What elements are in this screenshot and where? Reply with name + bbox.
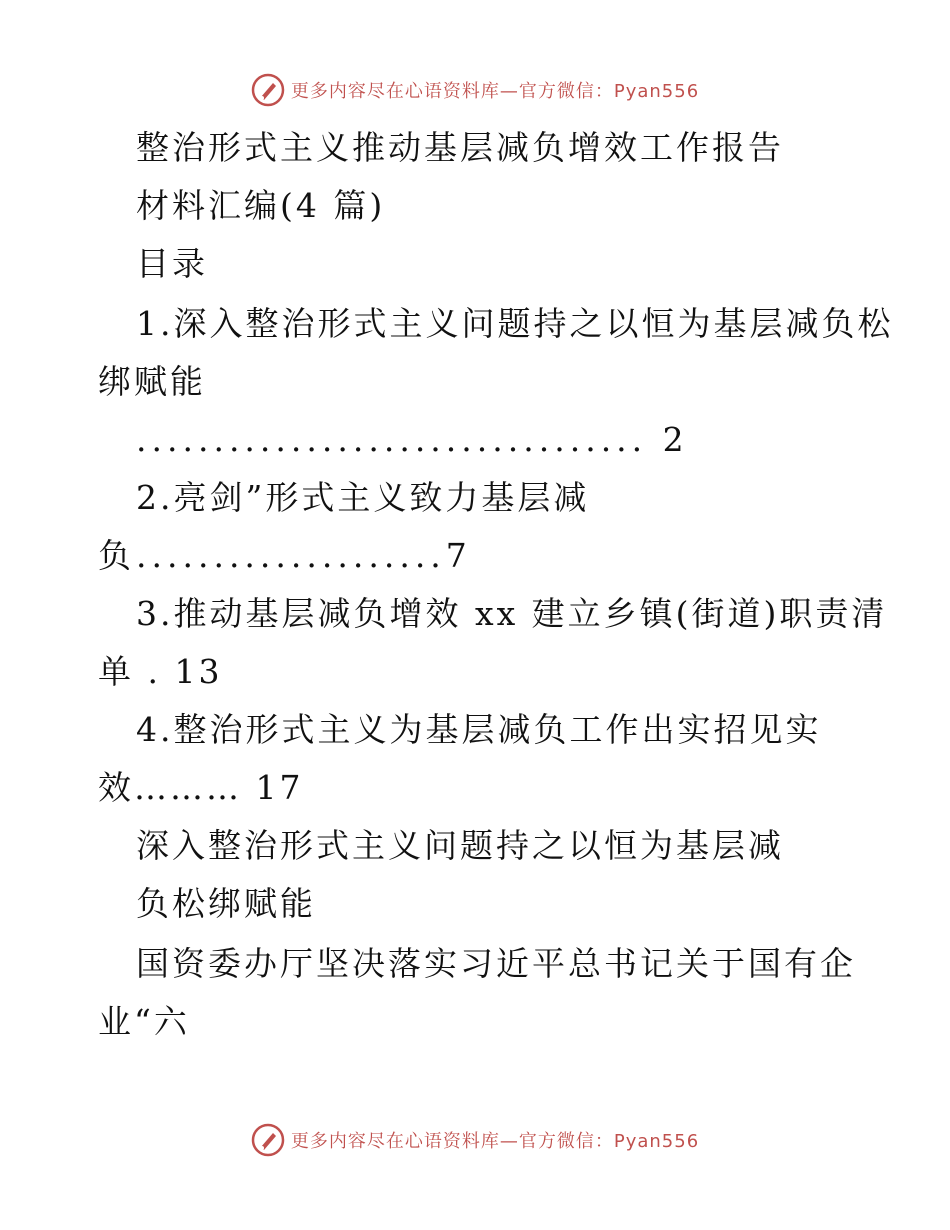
toc-item-3-line-2: 单 . 13 [98, 652, 223, 691]
body-paragraph-line-2: 业“六 [98, 1002, 190, 1041]
toc-item-1-leader: ................................. 2 [136, 420, 689, 459]
footer-watermark [0, 1118, 950, 1162]
body-paragraph-line-1: 国资委办厅坚决落实习近平总书记关于国有企 [136, 944, 856, 983]
toc-item-1-line-2: 绑赋能 [98, 362, 206, 401]
toc-item-2-line-1: 2.亮剑”形式主义致力基层减 [136, 478, 590, 517]
document-title-line-1: 整治形式主义推动基层减负增效工作报告 [136, 128, 784, 167]
toc-heading: 目录 [136, 244, 208, 283]
toc-item-3-line-1: 3.推动基层减负增效 xx 建立乡镇(街道)职责清 [136, 594, 888, 633]
section-title-line-1: 深入整治形式主义问题持之以恒为基层减 [136, 826, 784, 865]
watermark-text: 更多内容尽在心语资料库—官方微信：Pyan556 [290, 81, 700, 102]
pen-logo-icon [251, 73, 285, 107]
toc-item-2-line-2: 负....................7 [98, 536, 472, 575]
toc-item-4-line-1: 4.整治形式主义为基层减负工作出实招见实 [136, 710, 822, 749]
toc-item-1-line-1: 1.深入整治形式主义问题持之以恒为基层减负松 [136, 304, 894, 343]
pen-logo-icon [251, 1123, 285, 1157]
document-title-line-2: 材料汇编(4 篇) [136, 186, 386, 225]
toc-item-4-line-2: 效……… 17 [98, 768, 304, 807]
watermark-text: 更多内容尽在心语资料库—官方微信：Pyan556 [290, 1131, 700, 1152]
header-watermark [0, 68, 950, 112]
section-title-line-2: 负松绑赋能 [136, 884, 316, 923]
